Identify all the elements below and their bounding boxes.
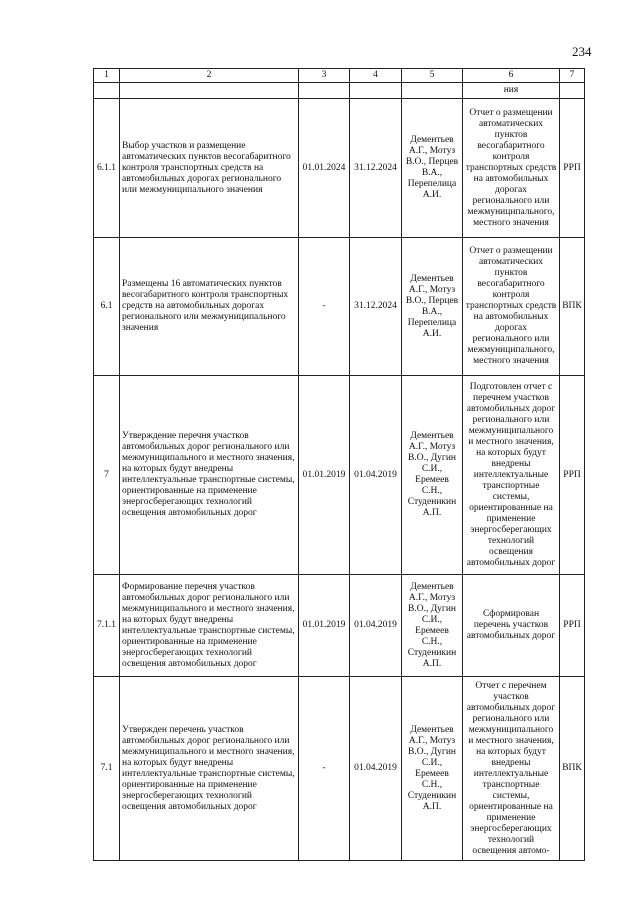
- row-result: Отчет с перечнем участков автомобильных дорог регионального или межмуниципального и местного значения, на которых будут внедрены интеллектуальные транспортные системы, ориентированные на применение энергосберегающих технологий освещения автомо-: [463, 677, 560, 861]
- row-description: Утверждение перечня участков автомобильных дорог регионального или межмуниципального и местного значения, на которых будут внедрены интеллектуальные транспортные системы, ориентированные на применение энергосберегающих технологий освещения автомобильных дорог: [120, 376, 299, 575]
- column-number: 3: [299, 69, 350, 83]
- row-description: Формирование перечня участков автомобильных дорог регионального или межмуниципального и местного значения, на которых будут внедрены интеллектуальные транспортные системы, ориентированные на применение энергосберегающих технологий освещения автомобильных дорог: [120, 575, 299, 677]
- column-number: 2: [120, 69, 299, 83]
- table-row: [94, 238, 585, 376]
- continuation-row: [94, 83, 585, 99]
- row-start-date: -: [299, 238, 350, 376]
- row-start-date: 01.01.2019: [299, 376, 350, 575]
- row-result: Сформирован перечень участков автомобильных дорог: [463, 575, 560, 677]
- row-responsible: РРП: [560, 575, 585, 677]
- row-number: 7.1: [94, 677, 120, 861]
- row-number: 7.1.1: [94, 575, 120, 677]
- table-row: [94, 677, 585, 861]
- row-start-date: 01.01.2019: [299, 575, 350, 677]
- column-number: 1: [94, 69, 120, 83]
- row-number: 7: [94, 376, 120, 575]
- row-result: Отчет о размещении автоматических пунктов весогабаритного контроля транспортных средств на автомобильных дорогах регионального или межмуниципального, местного значения: [463, 238, 560, 376]
- column-number: 7: [560, 69, 585, 83]
- page-number: 234: [572, 44, 592, 59]
- row-end-date: 31.12.2024: [350, 238, 402, 376]
- row-executors: Дементьев А.Г., Мотуз В.О., Перцев В.А., Перепелица А.И.: [402, 99, 463, 238]
- row-result: Отчет о размещении автоматических пунктов весогабаритного контроля транспортных средств на автомобильных дорогах регионального или межмуниципального, местного значения: [463, 99, 560, 238]
- row-number: 6.1: [94, 238, 120, 376]
- row-end-date: 01.04.2019: [350, 376, 402, 575]
- column-number-row: [94, 69, 585, 83]
- table-row: [94, 376, 585, 575]
- column-number: 5: [402, 69, 463, 83]
- row-responsible: ВПК: [560, 238, 585, 376]
- row-executors: Дементьев А.Г., Мотуз В.О., Дугин С.И., Еремеев С.Н., Студеникин А.П.: [402, 575, 463, 677]
- row-start-date: -: [299, 677, 350, 861]
- row-responsible: ВПК: [560, 677, 585, 861]
- row-responsible: РРП: [560, 376, 585, 575]
- row-end-date: 01.04.2019: [350, 575, 402, 677]
- row-executors: Дементьев А.Г., Мотуз В.О., Перцев В.А., Перепелица А.И.: [402, 238, 463, 376]
- plan-table: [93, 68, 585, 861]
- table-row: [94, 99, 585, 238]
- row-responsible: РРП: [560, 99, 585, 238]
- row-executors: Дементьев А.Г., Мотуз В.О., Дугин С.И., Еремеев С.Н., Студеникин А.П.: [402, 376, 463, 575]
- row-end-date: 31.12.2024: [350, 99, 402, 238]
- row-result: Подготовлен отчет с перечнем участков автомобильных дорог регионального или межмуниципального и местного значения, на которых будут внедрены интеллектуальные транспортные системы, ориентированные на применение энергосберегающих технологий освещения автомобильных дорог: [463, 376, 560, 575]
- row-executors: Дементьев А.Г., Мотуз В.О., Дугин С.И., Еремеев С.Н., Студеникин А.П.: [402, 677, 463, 861]
- column-number: 6: [463, 69, 560, 83]
- row-start-date: 01.01.2024: [299, 99, 350, 238]
- continuation-text: ния: [463, 83, 560, 99]
- table-row: [94, 575, 585, 677]
- row-description: Утвержден перечень участков автомобильных дорог регионального или межмуниципального и местного значения, на которых будут внедрены интеллектуальные транспортные системы, ориентированные на применение энергосберегающих технологий освещения автомобильных дорог: [120, 677, 299, 861]
- row-end-date: 01.04.2019: [350, 677, 402, 861]
- row-description: Выбор участков и размещение автоматических пунктов весогабаритного контроля транспортных средств на автомобильных дорогах регионального или межмуниципального значения: [120, 99, 299, 238]
- row-description: Размещены 16 автоматических пунктов весогабаритного контроля транспортных средств на автомобильных дорогах регионального или межмуниципального значения: [120, 238, 299, 376]
- column-number: 4: [350, 69, 402, 83]
- row-number: 6.1.1: [94, 99, 120, 238]
